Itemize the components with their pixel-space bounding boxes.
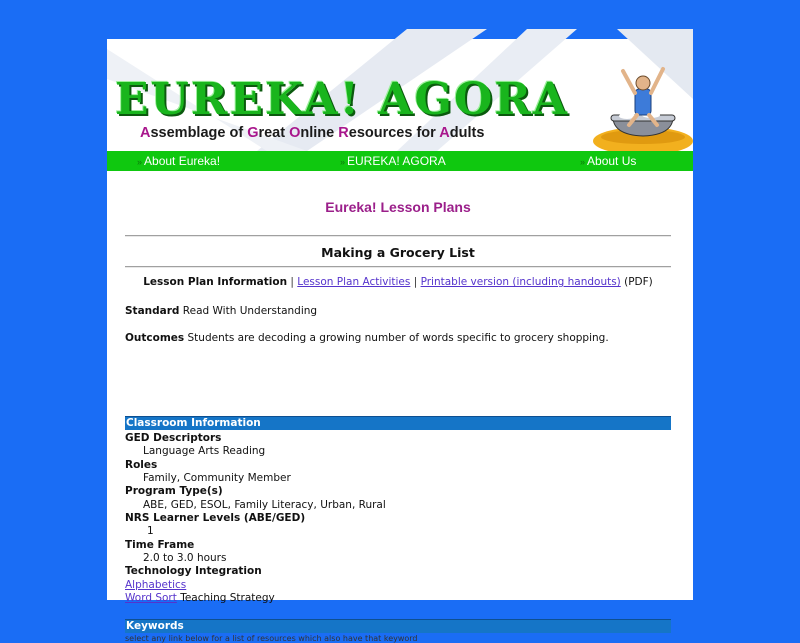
outcomes-value: Students are decoding a growing number of words specific to grocery shopping. (187, 332, 609, 344)
alphabetics-link[interactable]: Alphabetics (125, 579, 187, 591)
lesson-plan-nav (125, 276, 671, 288)
roles-value: Family, Community Member (143, 472, 291, 484)
separator: | (290, 276, 298, 288)
word-sort-row (125, 592, 275, 604)
nav-about-us-link[interactable] (580, 153, 636, 169)
keywords-note: select any link below for a list of resources which also have that keyword (125, 634, 418, 643)
nrs-learner-levels-value: 1 (147, 525, 154, 537)
site-tagline (140, 125, 580, 141)
tagline-capital: G (247, 125, 259, 141)
nav-about-eureka-link[interactable] (137, 153, 220, 169)
section-title: Eureka! Lesson Plans (325, 199, 471, 215)
page-title: Making a Grocery List (321, 245, 475, 260)
nav-eureka-agora-label: EUREKA! AGORA (347, 154, 446, 168)
alphabetics-row (125, 579, 186, 591)
nrs-learner-levels-label: NRS Learner Levels (ABE/GED) (125, 512, 306, 524)
nav-about-eureka-label: About Eureka! (144, 154, 221, 168)
double-chevron-icon: » (340, 157, 344, 167)
bathtub-eureka-figure-icon (591, 49, 691, 151)
tagline-capital: O (289, 125, 301, 141)
outcomes-label: Outcomes (125, 332, 185, 344)
program-types-value: ABE, GED, ESOL, Family Literacy, Urban, Rural (143, 499, 386, 511)
tagline-word: reat (258, 125, 290, 141)
standard-label: Standard (125, 305, 180, 317)
site-logo-title[interactable]: EUREKA! AGORA (115, 74, 569, 125)
tagline-capital: A (439, 125, 450, 141)
ged-descriptors-label: GED Descriptors (125, 432, 222, 444)
pdf-format-label: (PDF) (624, 276, 653, 288)
program-types-label: Program Type(s) (125, 485, 223, 497)
keywords-heading: Keywords (125, 619, 671, 633)
technology-integration-label: Technology Integration (125, 565, 262, 577)
tagline-capital: R (338, 125, 349, 141)
word-sort-link[interactable]: Word Sort (125, 592, 177, 604)
divider (125, 235, 671, 237)
teaching-strategy-label: Teaching Strategy (180, 592, 275, 604)
page-panel (107, 39, 693, 643)
double-chevron-icon: » (580, 157, 584, 167)
divider (125, 266, 671, 268)
time-frame-value: 2.0 to 3.0 hours (143, 552, 227, 564)
tagline-word: ssemblage of (150, 125, 248, 141)
standard-value: Read With Understanding (182, 305, 318, 317)
separator: | (413, 276, 421, 288)
classroom-information-heading: Classroom Information (125, 416, 671, 430)
lesson-plan-information-current: Lesson Plan Information (143, 276, 288, 288)
nav-eureka-agora-link[interactable] (340, 153, 446, 169)
site-banner (107, 39, 693, 151)
tagline-capital: A (140, 125, 151, 141)
roles-label: Roles (125, 459, 158, 471)
printable-version-link[interactable]: Printable version (including handouts) (420, 276, 621, 288)
ged-descriptors-value: Language Arts Reading (143, 445, 266, 457)
site-nav-bar (107, 151, 693, 171)
outcomes-field (125, 332, 609, 344)
lesson-plan-activities-link[interactable]: Lesson Plan Activities (297, 276, 411, 288)
tagline-word: esources for (348, 125, 440, 141)
tagline-word: nline (300, 125, 339, 141)
nav-about-us-label: About Us (587, 154, 637, 168)
tagline-word: dults (449, 125, 485, 141)
double-chevron-icon: » (137, 157, 141, 167)
time-frame-label: Time Frame (125, 539, 195, 551)
standard-field (125, 305, 317, 317)
